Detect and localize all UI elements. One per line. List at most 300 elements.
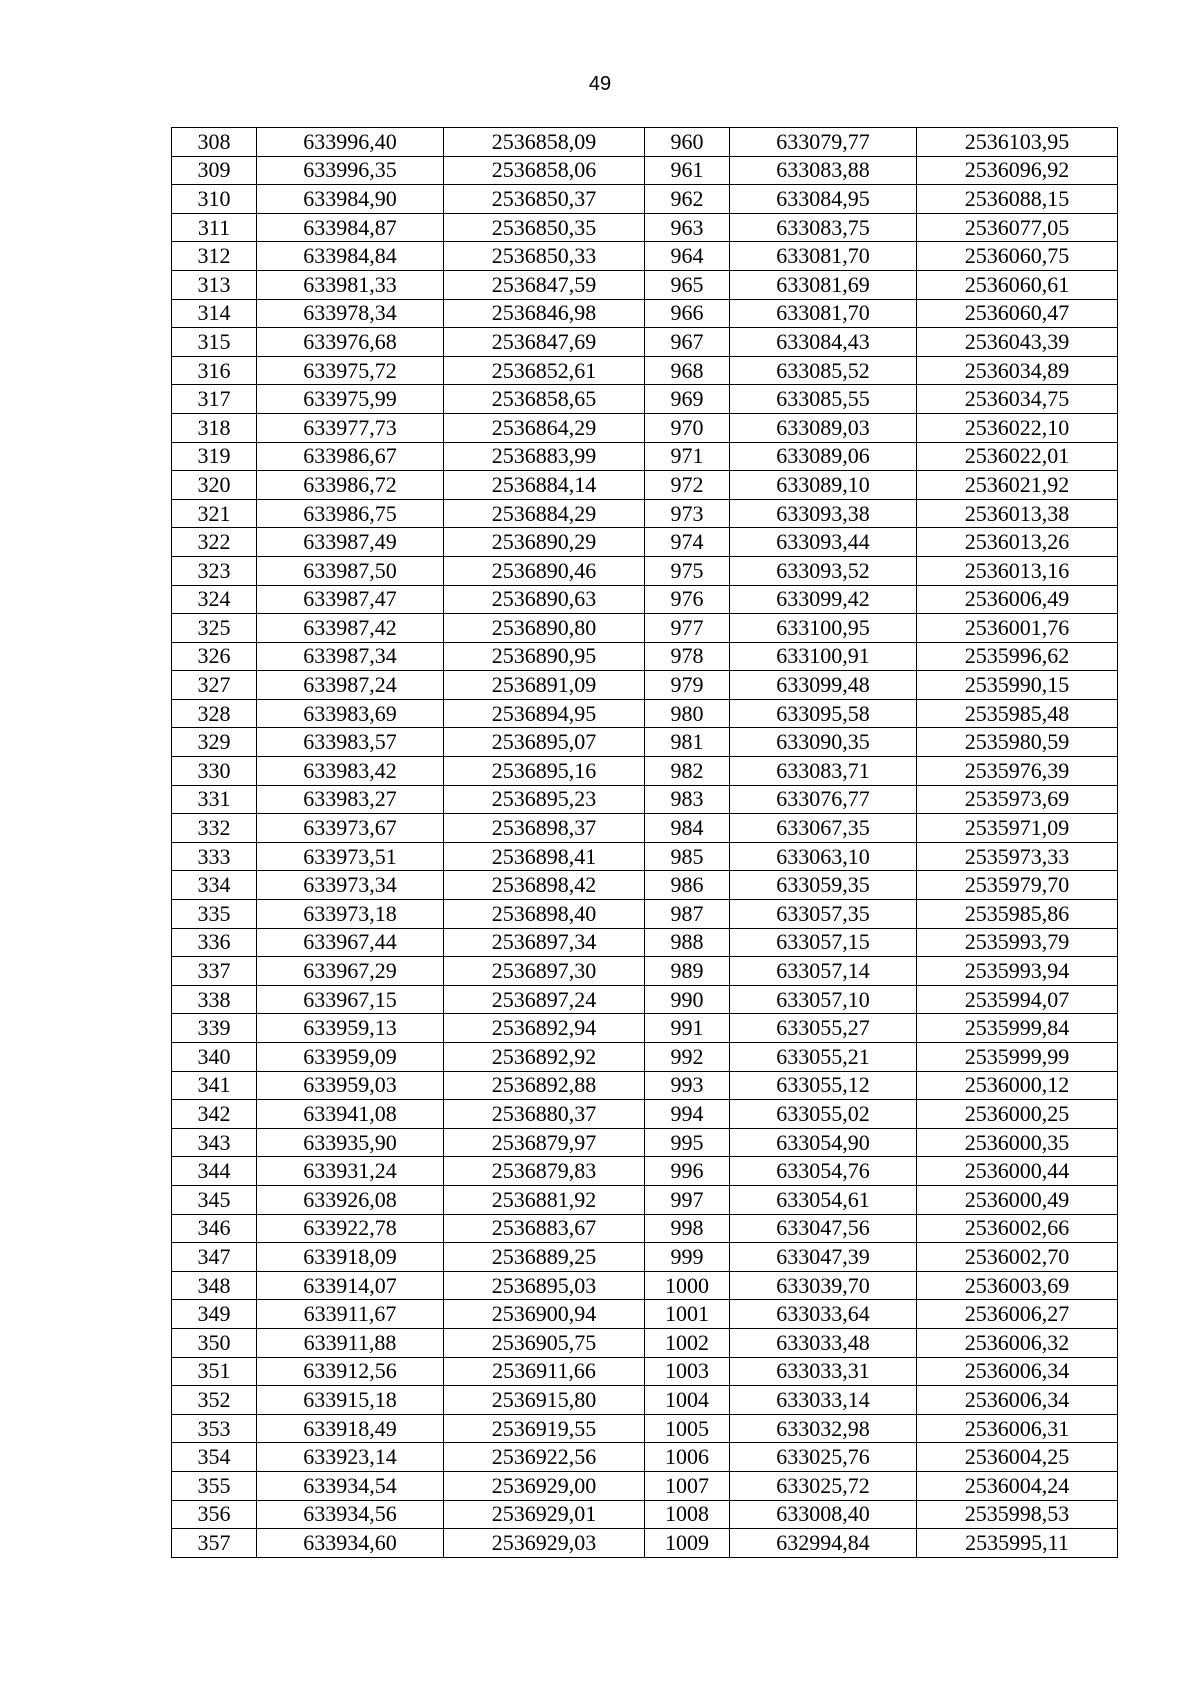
y-coordinate-cell: 2536000,49 [917,1185,1118,1214]
y-coordinate-cell: 2536001,76 [917,614,1118,643]
x-coordinate-cell: 633987,47 [257,585,444,614]
y-coordinate-cell: 2536898,37 [444,814,645,843]
x-coordinate-cell: 633093,44 [730,528,917,557]
table-row [172,299,1118,328]
point-number-cell: 988 [645,928,730,957]
x-coordinate-cell: 633083,71 [730,757,917,786]
y-coordinate-cell: 2536883,67 [444,1214,645,1243]
y-coordinate-cell: 2536884,14 [444,471,645,500]
y-coordinate-cell: 2536898,42 [444,871,645,900]
x-coordinate-cell: 633912,56 [257,1357,444,1386]
point-number-cell: 980 [645,699,730,728]
point-number-cell: 975 [645,556,730,585]
x-coordinate-cell: 633986,67 [257,442,444,471]
table-row [172,1414,1118,1443]
y-coordinate-cell: 2536006,34 [917,1386,1118,1415]
table-row [172,1357,1118,1386]
x-coordinate-cell: 633984,90 [257,185,444,214]
point-number-cell: 977 [645,614,730,643]
point-number-cell: 322 [172,528,257,557]
point-number-cell: 962 [645,185,730,214]
y-coordinate-cell: 2536891,09 [444,671,645,700]
coordinates-table-body [172,128,1118,1558]
x-coordinate-cell: 633093,38 [730,499,917,528]
point-number-cell: 329 [172,728,257,757]
point-number-cell: 336 [172,928,257,957]
point-number-cell: 320 [172,471,257,500]
y-coordinate-cell: 2536000,44 [917,1157,1118,1186]
point-number-cell: 310 [172,185,257,214]
point-number-cell: 317 [172,385,257,414]
point-number-cell: 354 [172,1443,257,1472]
point-number-cell: 966 [645,299,730,328]
point-number-cell: 970 [645,413,730,442]
point-number-cell: 327 [172,671,257,700]
point-number-cell: 981 [645,728,730,757]
point-number-cell: 974 [645,528,730,557]
y-coordinate-cell: 2536879,97 [444,1128,645,1157]
x-coordinate-cell: 633987,34 [257,642,444,671]
y-coordinate-cell: 2536922,56 [444,1443,645,1472]
x-coordinate-cell: 633977,73 [257,413,444,442]
x-coordinate-cell: 633079,77 [730,128,917,157]
y-coordinate-cell: 2536000,35 [917,1128,1118,1157]
table-row [172,900,1118,929]
x-coordinate-cell: 633987,50 [257,556,444,585]
point-number-cell: 353 [172,1414,257,1443]
x-coordinate-cell: 633054,61 [730,1185,917,1214]
y-coordinate-cell: 2536847,59 [444,270,645,299]
x-coordinate-cell: 633025,76 [730,1443,917,1472]
x-coordinate-cell: 633076,77 [730,785,917,814]
x-coordinate-cell: 633081,70 [730,242,917,271]
point-number-cell: 978 [645,642,730,671]
point-number-cell: 330 [172,757,257,786]
y-coordinate-cell: 2536004,25 [917,1443,1118,1472]
point-number-cell: 998 [645,1214,730,1243]
table-row [172,1300,1118,1329]
table-row [172,785,1118,814]
x-coordinate-cell: 633047,56 [730,1214,917,1243]
y-coordinate-cell: 2536890,80 [444,614,645,643]
table-row [172,928,1118,957]
y-coordinate-cell: 2536060,75 [917,242,1118,271]
y-coordinate-cell: 2536890,95 [444,642,645,671]
x-coordinate-cell: 633959,13 [257,1014,444,1043]
y-coordinate-cell: 2536103,95 [917,128,1118,157]
x-coordinate-cell: 633081,69 [730,270,917,299]
point-number-cell: 308 [172,128,257,157]
y-coordinate-cell: 2536034,89 [917,356,1118,385]
x-coordinate-cell: 633100,91 [730,642,917,671]
point-number-cell: 968 [645,356,730,385]
table-row [172,156,1118,185]
x-coordinate-cell: 632994,84 [730,1529,917,1558]
x-coordinate-cell: 633054,76 [730,1157,917,1186]
point-number-cell: 311 [172,213,257,242]
x-coordinate-cell: 633055,02 [730,1100,917,1129]
x-coordinate-cell: 633983,69 [257,699,444,728]
table-row [172,1157,1118,1186]
x-coordinate-cell: 633090,35 [730,728,917,757]
y-coordinate-cell: 2535971,09 [917,814,1118,843]
y-coordinate-cell: 2536006,49 [917,585,1118,614]
x-coordinate-cell: 633911,88 [257,1328,444,1357]
x-coordinate-cell: 633978,34 [257,299,444,328]
x-coordinate-cell: 633095,58 [730,699,917,728]
point-number-cell: 309 [172,156,257,185]
coordinates-table [171,127,1118,1558]
table-row [172,871,1118,900]
x-coordinate-cell: 633996,35 [257,156,444,185]
x-coordinate-cell: 633976,68 [257,328,444,357]
y-coordinate-cell: 2536006,32 [917,1328,1118,1357]
point-number-cell: 335 [172,900,257,929]
table-row [172,128,1118,157]
y-coordinate-cell: 2536892,88 [444,1071,645,1100]
x-coordinate-cell: 633033,64 [730,1300,917,1329]
y-coordinate-cell: 2536004,24 [917,1471,1118,1500]
point-number-cell: 961 [645,156,730,185]
table-row [172,213,1118,242]
point-number-cell: 315 [172,328,257,357]
y-coordinate-cell: 2536858,65 [444,385,645,414]
table-row [172,442,1118,471]
table-row [172,1328,1118,1357]
point-number-cell: 982 [645,757,730,786]
point-number-cell: 971 [645,442,730,471]
y-coordinate-cell: 2536894,95 [444,699,645,728]
table-row [172,556,1118,585]
y-coordinate-cell: 2536895,07 [444,728,645,757]
x-coordinate-cell: 633983,27 [257,785,444,814]
x-coordinate-cell: 633099,42 [730,585,917,614]
y-coordinate-cell: 2536864,29 [444,413,645,442]
x-coordinate-cell: 633986,75 [257,499,444,528]
y-coordinate-cell: 2535973,33 [917,842,1118,871]
table-row [172,1386,1118,1415]
x-coordinate-cell: 633083,75 [730,213,917,242]
point-number-cell: 1005 [645,1414,730,1443]
y-coordinate-cell: 2536895,23 [444,785,645,814]
y-coordinate-cell: 2536890,46 [444,556,645,585]
y-coordinate-cell: 2536022,01 [917,442,1118,471]
x-coordinate-cell: 633915,18 [257,1386,444,1415]
x-coordinate-cell: 633926,08 [257,1185,444,1214]
table-row [172,328,1118,357]
point-number-cell: 1000 [645,1271,730,1300]
x-coordinate-cell: 633986,72 [257,471,444,500]
point-number-cell: 994 [645,1100,730,1129]
y-coordinate-cell: 2535979,70 [917,871,1118,900]
y-coordinate-cell: 2536077,05 [917,213,1118,242]
y-coordinate-cell: 2535999,99 [917,1043,1118,1072]
x-coordinate-cell: 633983,57 [257,728,444,757]
table-row [172,842,1118,871]
y-coordinate-cell: 2536900,94 [444,1300,645,1329]
y-coordinate-cell: 2536898,40 [444,900,645,929]
y-coordinate-cell: 2536892,94 [444,1014,645,1043]
x-coordinate-cell: 633085,55 [730,385,917,414]
y-coordinate-cell: 2536884,29 [444,499,645,528]
table-row [172,757,1118,786]
point-number-cell: 316 [172,356,257,385]
point-number-cell: 1008 [645,1500,730,1529]
point-number-cell: 351 [172,1357,257,1386]
point-number-cell: 340 [172,1043,257,1072]
y-coordinate-cell: 2536889,25 [444,1243,645,1272]
x-coordinate-cell: 633984,87 [257,213,444,242]
y-coordinate-cell: 2535990,15 [917,671,1118,700]
point-number-cell: 348 [172,1271,257,1300]
point-number-cell: 972 [645,471,730,500]
point-number-cell: 313 [172,270,257,299]
table-row [172,1271,1118,1300]
table-row [172,1128,1118,1157]
x-coordinate-cell: 633084,43 [730,328,917,357]
table-row [172,1014,1118,1043]
y-coordinate-cell: 2536006,34 [917,1357,1118,1386]
x-coordinate-cell: 633059,35 [730,871,917,900]
y-coordinate-cell: 2535993,94 [917,957,1118,986]
y-coordinate-cell: 2535985,48 [917,699,1118,728]
x-coordinate-cell: 633996,40 [257,128,444,157]
point-number-cell: 333 [172,842,257,871]
x-coordinate-cell: 633967,44 [257,928,444,957]
point-number-cell: 341 [172,1071,257,1100]
x-coordinate-cell: 633083,88 [730,156,917,185]
table-row [172,270,1118,299]
x-coordinate-cell: 633089,03 [730,413,917,442]
y-coordinate-cell: 2536883,99 [444,442,645,471]
point-number-cell: 993 [645,1071,730,1100]
x-coordinate-cell: 633055,12 [730,1071,917,1100]
y-coordinate-cell: 2536858,06 [444,156,645,185]
x-coordinate-cell: 633975,99 [257,385,444,414]
point-number-cell: 339 [172,1014,257,1043]
y-coordinate-cell: 2536850,35 [444,213,645,242]
x-coordinate-cell: 633914,07 [257,1271,444,1300]
x-coordinate-cell: 633008,40 [730,1500,917,1529]
table-row [172,1243,1118,1272]
x-coordinate-cell: 633934,56 [257,1500,444,1529]
point-number-cell: 992 [645,1043,730,1072]
point-number-cell: 1009 [645,1529,730,1558]
point-number-cell: 996 [645,1157,730,1186]
y-coordinate-cell: 2536890,63 [444,585,645,614]
point-number-cell: 349 [172,1300,257,1329]
point-number-cell: 984 [645,814,730,843]
x-coordinate-cell: 633973,34 [257,871,444,900]
y-coordinate-cell: 2535994,07 [917,985,1118,1014]
x-coordinate-cell: 633093,52 [730,556,917,585]
x-coordinate-cell: 633099,48 [730,671,917,700]
x-coordinate-cell: 633039,70 [730,1271,917,1300]
point-number-cell: 1006 [645,1443,730,1472]
point-number-cell: 1004 [645,1386,730,1415]
y-coordinate-cell: 2536890,29 [444,528,645,557]
point-number-cell: 355 [172,1471,257,1500]
table-row [172,671,1118,700]
x-coordinate-cell: 633934,54 [257,1471,444,1500]
table-row [172,1471,1118,1500]
point-number-cell: 983 [645,785,730,814]
y-coordinate-cell: 2536897,30 [444,957,645,986]
y-coordinate-cell: 2535998,53 [917,1500,1118,1529]
point-number-cell: 347 [172,1243,257,1272]
table-row [172,471,1118,500]
table-row [172,985,1118,1014]
y-coordinate-cell: 2536850,37 [444,185,645,214]
table-row [172,1443,1118,1472]
point-number-cell: 332 [172,814,257,843]
y-coordinate-cell: 2535999,84 [917,1014,1118,1043]
y-coordinate-cell: 2536002,70 [917,1243,1118,1272]
point-number-cell: 356 [172,1500,257,1529]
y-coordinate-cell: 2536021,92 [917,471,1118,500]
x-coordinate-cell: 633057,15 [730,928,917,957]
point-number-cell: 314 [172,299,257,328]
table-row [172,728,1118,757]
point-number-cell: 976 [645,585,730,614]
x-coordinate-cell: 633981,33 [257,270,444,299]
point-number-cell: 343 [172,1128,257,1157]
y-coordinate-cell: 2536003,69 [917,1271,1118,1300]
x-coordinate-cell: 633084,95 [730,185,917,214]
x-coordinate-cell: 633100,95 [730,614,917,643]
x-coordinate-cell: 633973,51 [257,842,444,871]
y-coordinate-cell: 2536879,83 [444,1157,645,1186]
x-coordinate-cell: 633057,10 [730,985,917,1014]
point-number-cell: 342 [172,1100,257,1129]
x-coordinate-cell: 633063,10 [730,842,917,871]
x-coordinate-cell: 633055,27 [730,1014,917,1043]
table-row [172,1100,1118,1129]
table-row [172,957,1118,986]
table-row [172,413,1118,442]
y-coordinate-cell: 2536897,34 [444,928,645,957]
x-coordinate-cell: 633987,24 [257,671,444,700]
point-number-cell: 334 [172,871,257,900]
x-coordinate-cell: 633931,24 [257,1157,444,1186]
y-coordinate-cell: 2536060,47 [917,299,1118,328]
point-number-cell: 986 [645,871,730,900]
point-number-cell: 960 [645,128,730,157]
x-coordinate-cell: 633973,18 [257,900,444,929]
x-coordinate-cell: 633055,21 [730,1043,917,1072]
y-coordinate-cell: 2536002,66 [917,1214,1118,1243]
x-coordinate-cell: 633983,42 [257,757,444,786]
y-coordinate-cell: 2536006,31 [917,1414,1118,1443]
y-coordinate-cell: 2536881,92 [444,1185,645,1214]
y-coordinate-cell: 2536846,98 [444,299,645,328]
point-number-cell: 331 [172,785,257,814]
y-coordinate-cell: 2536898,41 [444,842,645,871]
y-coordinate-cell: 2536850,33 [444,242,645,271]
x-coordinate-cell: 633975,72 [257,356,444,385]
point-number-cell: 357 [172,1529,257,1558]
x-coordinate-cell: 633984,84 [257,242,444,271]
table-row [172,385,1118,414]
x-coordinate-cell: 633959,03 [257,1071,444,1100]
y-coordinate-cell: 2536895,16 [444,757,645,786]
table-row [172,356,1118,385]
x-coordinate-cell: 633057,14 [730,957,917,986]
x-coordinate-cell: 633973,67 [257,814,444,843]
table-row [172,1214,1118,1243]
x-coordinate-cell: 633987,42 [257,614,444,643]
x-coordinate-cell: 633033,48 [730,1328,917,1357]
x-coordinate-cell: 633987,49 [257,528,444,557]
y-coordinate-cell: 2536013,38 [917,499,1118,528]
point-number-cell: 324 [172,585,257,614]
x-coordinate-cell: 633959,09 [257,1043,444,1072]
point-number-cell: 985 [645,842,730,871]
table-row [172,642,1118,671]
x-coordinate-cell: 633085,52 [730,356,917,385]
y-coordinate-cell: 2536911,66 [444,1357,645,1386]
table-row [172,528,1118,557]
y-coordinate-cell: 2535993,79 [917,928,1118,957]
table-row [172,614,1118,643]
x-coordinate-cell: 633047,39 [730,1243,917,1272]
table-row [172,499,1118,528]
x-coordinate-cell: 633934,60 [257,1529,444,1558]
point-number-cell: 963 [645,213,730,242]
point-number-cell: 337 [172,957,257,986]
point-number-cell: 323 [172,556,257,585]
point-number-cell: 338 [172,985,257,1014]
x-coordinate-cell: 633081,70 [730,299,917,328]
y-coordinate-cell: 2536847,69 [444,328,645,357]
table-row [172,1529,1118,1558]
y-coordinate-cell: 2536895,03 [444,1271,645,1300]
point-number-cell: 965 [645,270,730,299]
x-coordinate-cell: 633922,78 [257,1214,444,1243]
point-number-cell: 999 [645,1243,730,1272]
x-coordinate-cell: 633911,67 [257,1300,444,1329]
point-number-cell: 312 [172,242,257,271]
point-number-cell: 345 [172,1185,257,1214]
y-coordinate-cell: 2536088,15 [917,185,1118,214]
y-coordinate-cell: 2535996,62 [917,642,1118,671]
x-coordinate-cell: 633025,72 [730,1471,917,1500]
point-number-cell: 321 [172,499,257,528]
y-coordinate-cell: 2536880,37 [444,1100,645,1129]
x-coordinate-cell: 633032,98 [730,1414,917,1443]
y-coordinate-cell: 2536897,24 [444,985,645,1014]
table-row [172,242,1118,271]
table-row [172,1185,1118,1214]
table-row [172,699,1118,728]
point-number-cell: 350 [172,1328,257,1357]
point-number-cell: 325 [172,614,257,643]
table-row [172,1500,1118,1529]
point-number-cell: 997 [645,1185,730,1214]
point-number-cell: 346 [172,1214,257,1243]
table-row [172,1043,1118,1072]
point-number-cell: 964 [645,242,730,271]
y-coordinate-cell: 2536043,39 [917,328,1118,357]
y-coordinate-cell: 2536013,16 [917,556,1118,585]
y-coordinate-cell: 2536915,80 [444,1386,645,1415]
y-coordinate-cell: 2536034,75 [917,385,1118,414]
point-number-cell: 967 [645,328,730,357]
y-coordinate-cell: 2536929,01 [444,1500,645,1529]
y-coordinate-cell: 2535985,86 [917,900,1118,929]
x-coordinate-cell: 633918,49 [257,1414,444,1443]
y-coordinate-cell: 2536022,10 [917,413,1118,442]
